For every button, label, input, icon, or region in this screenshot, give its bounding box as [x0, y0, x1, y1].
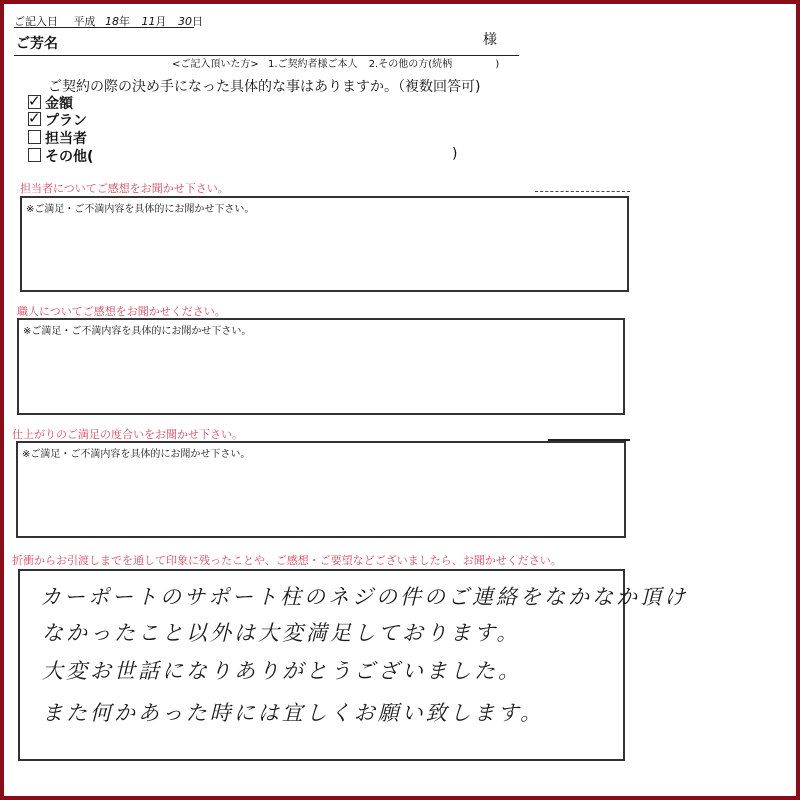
section-title-craftsman: 職人についてご感想をお聞かせください。 [17, 305, 226, 318]
staff-hint: ※ご満足・ご不満内容を具体的にお聞かせ下さい。 [26, 204, 255, 215]
craftsman-hint: ※ご満足・ご不満内容を具体的にお聞かせ下さい。 [23, 326, 252, 337]
handwritten-line-1: カーポートのサポート柱のネジの件のご連絡をなかなか頂け [40, 585, 688, 609]
section-title-finish: 仕上がりのご満足の度合いをお聞かせ下さい。 [12, 428, 243, 441]
craftsman-comment-box[interactable] [17, 318, 625, 415]
month-unit: 月 [155, 15, 167, 28]
date-underline [14, 27, 194, 28]
section-title-staff: 担当者についてご感想をお聞かせ下さい。 [20, 182, 229, 195]
option-plan-label: プラン [45, 113, 87, 129]
finish-comment-box[interactable] [16, 441, 626, 538]
handwritten-line-4: また何かあった時には宜しくお願い致します。 [42, 701, 545, 725]
stray-line [535, 191, 630, 192]
checkmark-icon: ✓ [28, 92, 41, 110]
name-label: ご芳名 [16, 36, 58, 52]
option-amount-label: 金額 [45, 96, 73, 112]
year: 18 [105, 15, 119, 28]
option-other-close: ) [452, 146, 458, 162]
handwritten-line-3: 大変お世話になりありがとうございました。 [42, 659, 522, 683]
month: 11 [141, 15, 156, 28]
section-title-overall: 折衝からお引渡しまでを通して印象に残ったことや、ご感想・ご要望などございましたら、お聞かせください。 [12, 554, 562, 567]
option-other-label: その他( [45, 149, 94, 165]
respondent-close: ) [495, 59, 500, 70]
respondent-option2: 2.その他の方(続柄 [368, 59, 453, 70]
year-unit: 年 [119, 15, 130, 28]
question-text: ご契約の際の決め手になった具体的な事はありますか。（複数回答可) [48, 79, 481, 95]
entry-label: ご記入日 [14, 15, 58, 28]
day-unit: 日 [192, 15, 203, 28]
finish-hint: ※ご満足・ご不満内容を具体的にお聞かせ下さい。 [22, 449, 251, 460]
option-staff-label: 担当者 [45, 131, 87, 147]
overall-comment-box[interactable] [18, 569, 688, 761]
checkmark-icon: ✓ [28, 109, 41, 127]
respondent-prefix: <ご記入頂いた方> [172, 59, 259, 70]
staff-comment-box[interactable] [20, 196, 629, 292]
respondent-line [172, 55, 499, 70]
checkbox-staff[interactable] [28, 130, 41, 144]
honorific: 様 [483, 32, 497, 48]
era: 平成 [73, 15, 96, 28]
checkbox-other[interactable] [28, 148, 41, 162]
respondent-option1: 1.ご契約者様ご本人 [267, 59, 358, 70]
day: 30 [178, 15, 192, 28]
handwritten-line-2: なかったこと以外は大変満足しております。 [42, 621, 521, 645]
